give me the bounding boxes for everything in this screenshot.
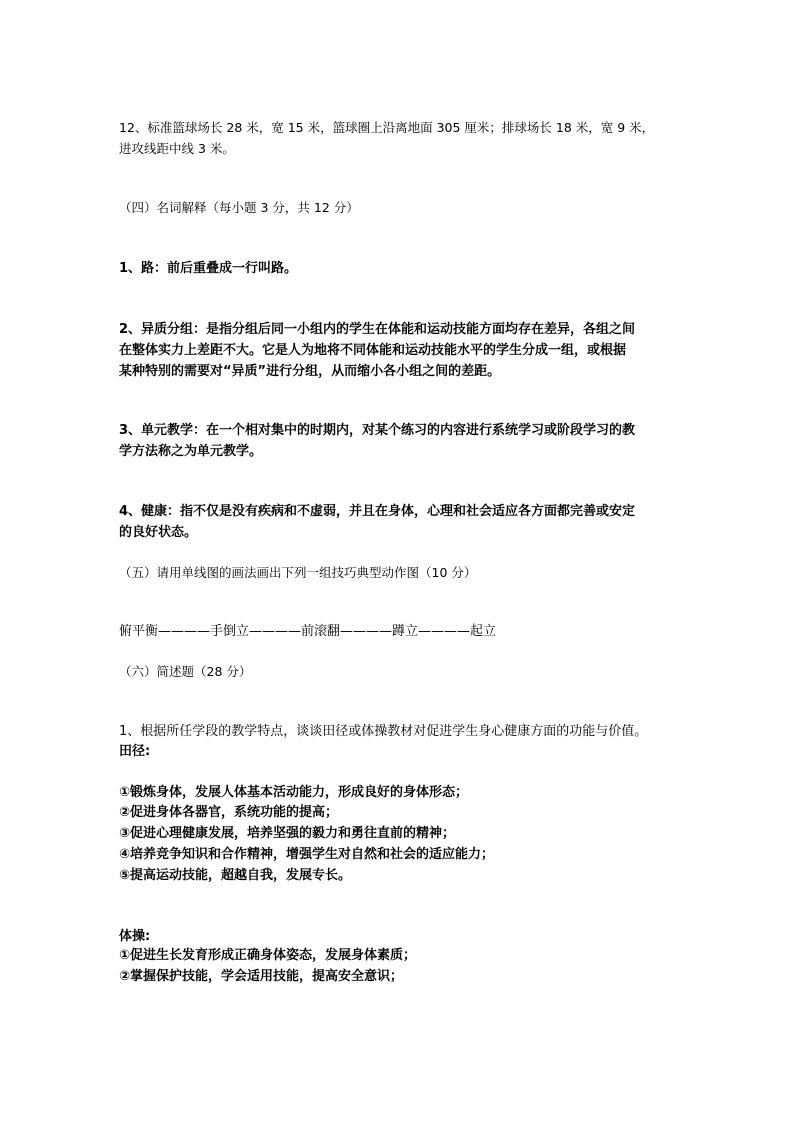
track-item-2: ②促进身体各器官，系统功能的提高； <box>119 805 339 820</box>
term-2-line-3: 某种特别的需要对“异质”进行分组，从而缩小各小组之间的差距。 <box>119 364 501 379</box>
gym-label: 体操: <box>119 929 151 944</box>
term-4-line-2: 的良好状态。 <box>119 525 198 540</box>
gym-item-1: ①促进生长发育形成正确身体姿态，发展身体素质； <box>119 948 417 963</box>
question-1: 1、根据所任学段的教学特点，谈谈田径或体操教材对促进学生身心健康方面的功能与价值。 <box>119 724 648 739</box>
term-2-line-2: 在整体实力上差距不大。它是人为地将不同体能和运动技能水平的学生分成一组，或根据 <box>119 343 627 358</box>
track-item-4: ④培养竞争知识和合作精神，增强学生对自然和社会的适应能力； <box>119 847 495 862</box>
track-label: 田径: <box>119 744 151 759</box>
track-item-5: ⑤提高运动技能，超越自我，发展专长。 <box>119 868 352 883</box>
term-2-line-1: 2、异质分组：是指分组后同一小组内的学生在体能和运动技能方面均存在差异，各组之间 <box>119 322 636 337</box>
item-12-line-2: 进攻线距中线 3 米。 <box>119 141 235 156</box>
term-4-line-1: 4、健康：指不仅是没有疾病和不虚弱，并且在身体，心理和社会适应各方面都完善或安定 <box>119 504 636 519</box>
action-sequence: 俯平衡————手倒立————前滚翻————蹲立————起立 <box>119 624 497 639</box>
section-5-title: （五）请用单线图的画法画出下列一组技巧典型动作图（10 分） <box>119 565 477 580</box>
term-3-line-2: 学方法称之为单元教学。 <box>119 444 263 459</box>
term-1: 1、路：前后重叠成一行叫路。 <box>119 261 298 276</box>
gym-item-2: ②掌握保护技能，学会适用技能，提高安全意识； <box>119 969 404 984</box>
track-item-3: ③促进心理健康发展，培养坚强的毅力和勇往直前的精神； <box>119 826 456 841</box>
item-12-line-1: 12、标准篮球场长 28 米，宽 15 米，篮球圈上沿离地面 305 厘米；排球场长 18 米，宽 9 米， <box>119 120 655 135</box>
term-3-line-1: 3、单元教学：在一个相对集中的时期内，对某个练习的内容进行系统学习或阶段学习的教 <box>119 423 636 438</box>
track-item-1: ①锻炼身体，发展人体基本活动能力，形成良好的身体形态； <box>119 785 469 800</box>
section-4-title: （四）名词解释（每小题 3 分，共 12 分） <box>119 200 359 215</box>
section-6-title: （六）简述题（28 分） <box>119 664 252 679</box>
